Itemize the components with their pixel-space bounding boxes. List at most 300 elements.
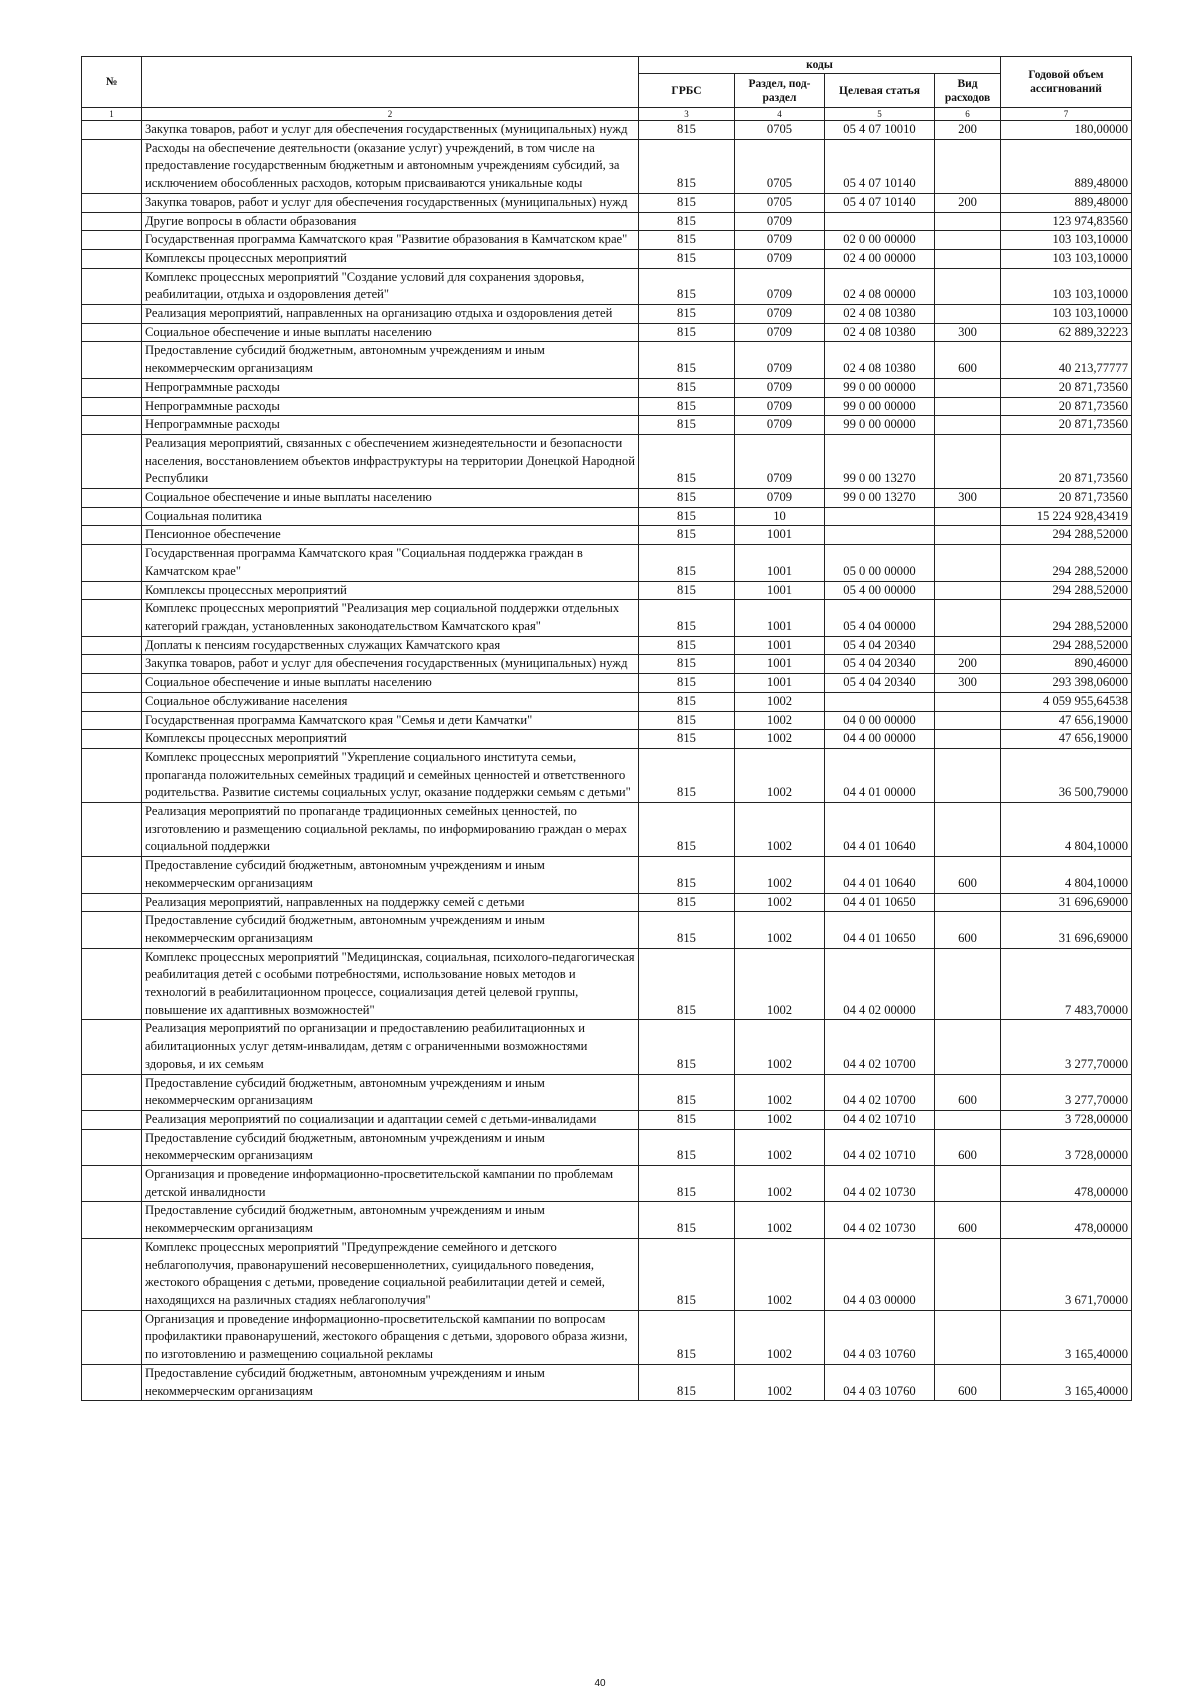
- header-annual-volume: Годовой объем ассигнований: [1001, 57, 1132, 108]
- row-target-article-cell: 04 4 03 00000: [825, 1238, 935, 1310]
- row-name-cell: Закупка товаров, работ и услуг для обеспечения государственных (муниципальных) нужд: [142, 655, 639, 674]
- row-grbs-cell: 815: [639, 231, 735, 250]
- table-row: [82, 212, 1132, 231]
- row-razdel-cell: 0705: [735, 139, 825, 193]
- row-number-cell: [82, 1074, 142, 1110]
- row-number-cell: [82, 489, 142, 508]
- column-index: 7: [1001, 108, 1132, 121]
- row-expense-type-cell: 200: [935, 121, 1001, 140]
- row-expense-type-cell: 600: [935, 857, 1001, 893]
- table-row: [82, 1364, 1132, 1400]
- row-name-cell: Непрограммные расходы: [142, 416, 639, 435]
- row-expense-type-cell: [935, 249, 1001, 268]
- row-expense-type-cell: 600: [935, 1129, 1001, 1165]
- row-name-cell: Предоставление субсидий бюджетным, автономным учреждениям и иным некоммерческим организациям: [142, 1074, 639, 1110]
- row-expense-type-cell: [935, 268, 1001, 304]
- row-expense-type-cell: 600: [935, 912, 1001, 948]
- row-amount-cell: 103 103,10000: [1001, 231, 1132, 250]
- row-amount-cell: 40 213,77777: [1001, 342, 1132, 378]
- table-row: [82, 674, 1132, 693]
- row-expense-type-cell: [935, 636, 1001, 655]
- table-row: [82, 1129, 1132, 1165]
- row-number-cell: [82, 268, 142, 304]
- table-row: [82, 249, 1132, 268]
- row-expense-type-cell: 600: [935, 1202, 1001, 1238]
- row-grbs-cell: 815: [639, 674, 735, 693]
- row-grbs-cell: 815: [639, 1074, 735, 1110]
- row-expense-type-cell: [935, 893, 1001, 912]
- row-number-cell: [82, 692, 142, 711]
- row-number-cell: [82, 655, 142, 674]
- row-number-cell: [82, 526, 142, 545]
- row-target-article-cell: 04 4 01 10640: [825, 857, 935, 893]
- row-amount-cell: 31 696,69000: [1001, 893, 1132, 912]
- row-razdel-cell: 1002: [735, 1129, 825, 1165]
- row-razdel-cell: 1002: [735, 1074, 825, 1110]
- row-amount-cell: 3 728,00000: [1001, 1129, 1132, 1165]
- row-expense-type-cell: [935, 711, 1001, 730]
- row-amount-cell: 103 103,10000: [1001, 305, 1132, 324]
- table-row: [82, 912, 1132, 948]
- row-name-cell: Государственная программа Камчатского края "Семья и дети Камчатки": [142, 711, 639, 730]
- table-row: [82, 545, 1132, 581]
- row-expense-type-cell: [935, 305, 1001, 324]
- table-row: [82, 526, 1132, 545]
- table-row: [82, 730, 1132, 749]
- row-target-article-cell: 04 4 02 10700: [825, 1020, 935, 1074]
- row-grbs-cell: 815: [639, 489, 735, 508]
- row-razdel-cell: 1002: [735, 1110, 825, 1129]
- row-expense-type-cell: 200: [935, 655, 1001, 674]
- row-razdel-cell: 1002: [735, 803, 825, 857]
- header-number: №: [82, 57, 142, 108]
- row-grbs-cell: 815: [639, 526, 735, 545]
- row-expense-type-cell: [935, 600, 1001, 636]
- row-amount-cell: 889,48000: [1001, 139, 1132, 193]
- row-razdel-cell: 0709: [735, 434, 825, 488]
- row-amount-cell: 3 165,40000: [1001, 1310, 1132, 1364]
- row-number-cell: [82, 636, 142, 655]
- row-name-cell: Непрограммные расходы: [142, 397, 639, 416]
- table-row: [82, 139, 1132, 193]
- row-amount-cell: 36 500,79000: [1001, 748, 1132, 802]
- row-razdel-cell: 1002: [735, 1202, 825, 1238]
- row-target-article-cell: 05 4 07 10140: [825, 193, 935, 212]
- row-number-cell: [82, 1202, 142, 1238]
- row-razdel-cell: 1002: [735, 912, 825, 948]
- row-expense-type-cell: [935, 803, 1001, 857]
- row-target-article-cell: 04 4 02 00000: [825, 948, 935, 1020]
- row-target-article-cell: 04 4 02 10700: [825, 1074, 935, 1110]
- row-target-article-cell: 04 4 01 00000: [825, 748, 935, 802]
- table-row: [82, 231, 1132, 250]
- row-number-cell: [82, 416, 142, 435]
- row-target-article-cell: 04 0 00 00000: [825, 711, 935, 730]
- budget-table: [81, 56, 1132, 1401]
- row-expense-type-cell: [935, 526, 1001, 545]
- row-target-article-cell: 04 4 00 00000: [825, 730, 935, 749]
- row-expense-type-cell: [935, 581, 1001, 600]
- row-amount-cell: 294 288,52000: [1001, 545, 1132, 581]
- row-target-article-cell: 02 4 08 00000: [825, 268, 935, 304]
- row-amount-cell: 20 871,73560: [1001, 378, 1132, 397]
- row-name-cell: Расходы на обеспечение деятельности (оказание услуг) учреждений, в том числе на предоставление государственным бюджетным и автономным учреждениям субсидий, за исключением обособленных расходов, которым присваиваются уникальные коды: [142, 139, 639, 193]
- row-number-cell: [82, 674, 142, 693]
- row-grbs-cell: 815: [639, 655, 735, 674]
- row-amount-cell: 7 483,70000: [1001, 948, 1132, 1020]
- row-number-cell: [82, 1364, 142, 1400]
- row-amount-cell: 123 974,83560: [1001, 212, 1132, 231]
- row-number-cell: [82, 1110, 142, 1129]
- row-razdel-cell: 1002: [735, 1166, 825, 1202]
- row-name-cell: Комплекс процессных мероприятий "Укрепление социального института семьи, пропаганда положительных семейных традиций и семейных ценностей и ответственного родительства. Развитие системы социальных услуг, оказание поддержки семьям с детьми": [142, 748, 639, 802]
- row-target-article-cell: 05 0 00 00000: [825, 545, 935, 581]
- table-row: [82, 748, 1132, 802]
- row-target-article-cell: 99 0 00 13270: [825, 489, 935, 508]
- row-target-article-cell: 05 4 07 10140: [825, 139, 935, 193]
- header-row-top: [82, 57, 1132, 74]
- row-target-article-cell: 04 4 03 10760: [825, 1310, 935, 1364]
- row-target-article-cell: 99 0 00 00000: [825, 378, 935, 397]
- row-grbs-cell: 815: [639, 1202, 735, 1238]
- row-name-cell: Социальное обеспечение и иные выплаты населению: [142, 674, 639, 693]
- row-razdel-cell: 0709: [735, 397, 825, 416]
- row-amount-cell: 180,00000: [1001, 121, 1132, 140]
- row-amount-cell: 47 656,19000: [1001, 711, 1132, 730]
- row-amount-cell: 3 277,70000: [1001, 1020, 1132, 1074]
- row-name-cell: Государственная программа Камчатского края "Социальная поддержка граждан в Камчатском крае": [142, 545, 639, 581]
- row-razdel-cell: 0709: [735, 212, 825, 231]
- row-target-article-cell: 05 4 07 10010: [825, 121, 935, 140]
- row-name-cell: Предоставление субсидий бюджетным, автономным учреждениям и иным некоммерческим организациям: [142, 912, 639, 948]
- table-row: [82, 434, 1132, 488]
- row-number-cell: [82, 581, 142, 600]
- row-name-cell: Государственная программа Камчатского края "Развитие образования в Камчатском крае": [142, 231, 639, 250]
- row-name-cell: Предоставление субсидий бюджетным, автономным учреждениям и иным некоммерческим организациям: [142, 857, 639, 893]
- row-target-article-cell: 02 0 00 00000: [825, 231, 935, 250]
- row-amount-cell: 890,46000: [1001, 655, 1132, 674]
- row-grbs-cell: 815: [639, 711, 735, 730]
- table-row: [82, 803, 1132, 857]
- row-expense-type-cell: [935, 378, 1001, 397]
- table-row: [82, 193, 1132, 212]
- row-grbs-cell: 815: [639, 1129, 735, 1165]
- row-amount-cell: 3 277,70000: [1001, 1074, 1132, 1110]
- row-razdel-cell: 0709: [735, 231, 825, 250]
- row-amount-cell: 62 889,32223: [1001, 323, 1132, 342]
- row-name-cell: Другие вопросы в области образования: [142, 212, 639, 231]
- budget-table-sheet: [81, 56, 1131, 1401]
- table-row: [82, 342, 1132, 378]
- row-expense-type-cell: [935, 397, 1001, 416]
- row-grbs-cell: 815: [639, 323, 735, 342]
- row-razdel-cell: 1001: [735, 581, 825, 600]
- row-amount-cell: 4 059 955,64538: [1001, 692, 1132, 711]
- row-razdel-cell: 1001: [735, 674, 825, 693]
- row-razdel-cell: 0705: [735, 193, 825, 212]
- row-grbs-cell: 815: [639, 893, 735, 912]
- row-razdel-cell: 1001: [735, 636, 825, 655]
- row-target-article-cell: 04 4 02 10710: [825, 1110, 935, 1129]
- row-target-article-cell: 02 4 00 00000: [825, 249, 935, 268]
- column-index: 4: [735, 108, 825, 121]
- row-number-cell: [82, 730, 142, 749]
- row-target-article-cell: 04 4 01 10650: [825, 893, 935, 912]
- row-expense-type-cell: [935, 730, 1001, 749]
- table-row: [82, 416, 1132, 435]
- row-name-cell: Реализация мероприятий по социализации и адаптации семей с детьми-инвалидами: [142, 1110, 639, 1129]
- row-target-article-cell: 02 4 08 10380: [825, 305, 935, 324]
- row-expense-type-cell: [935, 212, 1001, 231]
- row-name-cell: Комплекс процессных мероприятий "Реализация мер социальной поддержки отдельных категорий граждан, установленных законодательством Камчатского края": [142, 600, 639, 636]
- row-name-cell: Комплекс процессных мероприятий "Медицинская, социальная, психолого-педагогическая реабилитация детей с особыми потребностями, использование новых методов и технологий в реабилитационном процессе, социализация детей целевой группы, повышение их адаптивных возможностей": [142, 948, 639, 1020]
- row-name-cell: Предоставление субсидий бюджетным, автономным учреждениям и иным некоммерческим организациям: [142, 342, 639, 378]
- row-expense-type-cell: 300: [935, 674, 1001, 693]
- row-razdel-cell: 1002: [735, 893, 825, 912]
- row-number-cell: [82, 342, 142, 378]
- row-expense-type-cell: [935, 231, 1001, 250]
- table-row: [82, 397, 1132, 416]
- row-target-article-cell: 99 0 00 00000: [825, 416, 935, 435]
- table-body: [82, 121, 1132, 1401]
- row-amount-cell: 20 871,73560: [1001, 397, 1132, 416]
- row-amount-cell: 3 671,70000: [1001, 1238, 1132, 1310]
- table-row: [82, 692, 1132, 711]
- row-expense-type-cell: [935, 416, 1001, 435]
- header-expense-type: Вид расходов: [935, 74, 1001, 108]
- row-razdel-cell: 10: [735, 507, 825, 526]
- row-grbs-cell: 815: [639, 636, 735, 655]
- row-target-article-cell: 05 4 00 00000: [825, 581, 935, 600]
- table-row: [82, 1110, 1132, 1129]
- row-number-cell: [82, 748, 142, 802]
- page-number: 40: [594, 1678, 606, 1689]
- table-row: [82, 507, 1132, 526]
- row-target-article-cell: 04 4 02 10730: [825, 1202, 935, 1238]
- row-razdel-cell: 0709: [735, 489, 825, 508]
- row-grbs-cell: 815: [639, 305, 735, 324]
- table-row: [82, 268, 1132, 304]
- row-target-article-cell: 04 4 03 10760: [825, 1364, 935, 1400]
- row-target-article-cell: 04 4 02 10710: [825, 1129, 935, 1165]
- row-target-article-cell: [825, 507, 935, 526]
- row-razdel-cell: 0709: [735, 305, 825, 324]
- column-index-row: [82, 108, 1132, 121]
- table-row: [82, 378, 1132, 397]
- table-row: [82, 1020, 1132, 1074]
- row-name-cell: Комплексы процессных мероприятий: [142, 730, 639, 749]
- row-expense-type-cell: [935, 1238, 1001, 1310]
- row-target-article-cell: 05 4 04 20340: [825, 655, 935, 674]
- table-row: [82, 1166, 1132, 1202]
- row-target-article-cell: 04 4 01 10640: [825, 803, 935, 857]
- row-grbs-cell: 815: [639, 1110, 735, 1129]
- row-name-cell: Реализация мероприятий по пропаганде традиционных семейных ценностей, по изготовлению и размещению социальной рекламы, по информированию граждан о мерах социальной поддержки: [142, 803, 639, 857]
- row-expense-type-cell: [935, 1310, 1001, 1364]
- row-expense-type-cell: 600: [935, 342, 1001, 378]
- row-razdel-cell: 1002: [735, 1020, 825, 1074]
- table-row: [82, 1310, 1132, 1364]
- row-razdel-cell: 0709: [735, 323, 825, 342]
- row-expense-type-cell: [935, 1166, 1001, 1202]
- row-target-article-cell: [825, 526, 935, 545]
- row-razdel-cell: 0709: [735, 378, 825, 397]
- row-amount-cell: 20 871,73560: [1001, 434, 1132, 488]
- row-number-cell: [82, 434, 142, 488]
- row-grbs-cell: 815: [639, 948, 735, 1020]
- row-expense-type-cell: [935, 748, 1001, 802]
- row-expense-type-cell: 300: [935, 489, 1001, 508]
- row-razdel-cell: 1001: [735, 545, 825, 581]
- row-grbs-cell: 815: [639, 1238, 735, 1310]
- row-name-cell: Реализация мероприятий по организации и предоставлению реабилитационных и абилитационных услуг детям-инвалидам, детям с ограниченными возможностями здоровья, и их семьям: [142, 1020, 639, 1074]
- row-amount-cell: 4 804,10000: [1001, 857, 1132, 893]
- row-target-article-cell: 99 0 00 00000: [825, 397, 935, 416]
- row-expense-type-cell: [935, 139, 1001, 193]
- row-razdel-cell: 1001: [735, 655, 825, 674]
- column-index: 3: [639, 108, 735, 121]
- table-row: [82, 323, 1132, 342]
- row-grbs-cell: 815: [639, 268, 735, 304]
- row-grbs-cell: 815: [639, 249, 735, 268]
- row-number-cell: [82, 249, 142, 268]
- row-number-cell: [82, 231, 142, 250]
- row-amount-cell: 20 871,73560: [1001, 416, 1132, 435]
- row-name-cell: Реализация мероприятий, направленных на организацию отдыха и оздоровления детей: [142, 305, 639, 324]
- row-name-cell: Комплекс процессных мероприятий "Создание условий для сохранения здоровья, реабилитации, отдыха и оздоровления детей": [142, 268, 639, 304]
- table-row: [82, 655, 1132, 674]
- row-expense-type-cell: 300: [935, 323, 1001, 342]
- row-name-cell: Предоставление субсидий бюджетным, автономным учреждениям и иным некоммерческим организациям: [142, 1364, 639, 1400]
- row-grbs-cell: 815: [639, 507, 735, 526]
- row-target-article-cell: 02 4 08 10380: [825, 323, 935, 342]
- row-number-cell: [82, 1129, 142, 1165]
- row-target-article-cell: 05 4 04 20340: [825, 636, 935, 655]
- row-expense-type-cell: [935, 545, 1001, 581]
- table-row: [82, 1202, 1132, 1238]
- row-name-cell: Непрограммные расходы: [142, 378, 639, 397]
- row-grbs-cell: 815: [639, 434, 735, 488]
- table-row: [82, 1074, 1132, 1110]
- row-amount-cell: 20 871,73560: [1001, 489, 1132, 508]
- row-amount-cell: 103 103,10000: [1001, 249, 1132, 268]
- column-index: 2: [142, 108, 639, 121]
- column-index: 1: [82, 108, 142, 121]
- row-name-cell: Пенсионное обеспечение: [142, 526, 639, 545]
- row-target-article-cell: 99 0 00 13270: [825, 434, 935, 488]
- row-name-cell: Комплекс процессных мероприятий "Предупреждение семейного и детского неблагополучия, правонарушений несовершеннолетних, суицидального поведения, жестокого обращения с детьми, проведение социальной реабилитации детей и семей, находящихся на различных стадиях неблагополучия": [142, 1238, 639, 1310]
- row-amount-cell: 4 804,10000: [1001, 803, 1132, 857]
- row-amount-cell: 294 288,52000: [1001, 526, 1132, 545]
- row-amount-cell: 47 656,19000: [1001, 730, 1132, 749]
- row-amount-cell: 478,00000: [1001, 1166, 1132, 1202]
- row-razdel-cell: 1002: [735, 857, 825, 893]
- row-name-cell: Комплексы процессных мероприятий: [142, 249, 639, 268]
- row-number-cell: [82, 1166, 142, 1202]
- row-number-cell: [82, 803, 142, 857]
- row-grbs-cell: 815: [639, 1166, 735, 1202]
- table-row: [82, 893, 1132, 912]
- column-index: 6: [935, 108, 1001, 121]
- row-razdel-cell: 1002: [735, 1310, 825, 1364]
- row-expense-type-cell: 200: [935, 193, 1001, 212]
- row-target-article-cell: 04 4 01 10650: [825, 912, 935, 948]
- row-razdel-cell: 1002: [735, 948, 825, 1020]
- row-amount-cell: 15 224 928,43419: [1001, 507, 1132, 526]
- row-razdel-cell: 1002: [735, 711, 825, 730]
- row-grbs-cell: 815: [639, 378, 735, 397]
- table-row: [82, 600, 1132, 636]
- row-target-article-cell: 05 4 04 20340: [825, 674, 935, 693]
- row-grbs-cell: 815: [639, 857, 735, 893]
- row-number-cell: [82, 1020, 142, 1074]
- row-name-cell: Закупка товаров, работ и услуг для обеспечения государственных (муниципальных) нужд: [142, 193, 639, 212]
- row-target-article-cell: [825, 692, 935, 711]
- row-number-cell: [82, 397, 142, 416]
- column-index: 5: [825, 108, 935, 121]
- row-number-cell: [82, 323, 142, 342]
- row-grbs-cell: 815: [639, 600, 735, 636]
- row-expense-type-cell: 600: [935, 1074, 1001, 1110]
- table-row: [82, 581, 1132, 600]
- row-grbs-cell: 815: [639, 416, 735, 435]
- row-razdel-cell: 1002: [735, 692, 825, 711]
- row-expense-type-cell: [935, 692, 1001, 711]
- row-number-cell: [82, 378, 142, 397]
- row-target-article-cell: 02 4 08 10380: [825, 342, 935, 378]
- row-name-cell: Социальное обслуживание населения: [142, 692, 639, 711]
- row-name-cell: Социальное обеспечение и иные выплаты населению: [142, 489, 639, 508]
- table-row: [82, 121, 1132, 140]
- row-razdel-cell: 0709: [735, 249, 825, 268]
- row-number-cell: [82, 305, 142, 324]
- row-target-article-cell: 05 4 04 00000: [825, 600, 935, 636]
- row-name-cell: Закупка товаров, работ и услуг для обеспечения государственных (муниципальных) нужд: [142, 121, 639, 140]
- row-number-cell: [82, 1310, 142, 1364]
- row-amount-cell: 478,00000: [1001, 1202, 1132, 1238]
- row-expense-type-cell: [935, 1110, 1001, 1129]
- row-number-cell: [82, 600, 142, 636]
- row-name-cell: Комплексы процессных мероприятий: [142, 581, 639, 600]
- row-grbs-cell: 815: [639, 212, 735, 231]
- row-razdel-cell: 0709: [735, 268, 825, 304]
- header-razdel: Раздел, под-раздел: [735, 74, 825, 108]
- row-number-cell: [82, 948, 142, 1020]
- row-number-cell: [82, 912, 142, 948]
- row-number-cell: [82, 212, 142, 231]
- row-grbs-cell: 815: [639, 1020, 735, 1074]
- row-number-cell: [82, 193, 142, 212]
- row-grbs-cell: 815: [639, 692, 735, 711]
- row-amount-cell: 103 103,10000: [1001, 268, 1132, 304]
- row-number-cell: [82, 857, 142, 893]
- row-number-cell: [82, 711, 142, 730]
- row-razdel-cell: 1001: [735, 526, 825, 545]
- row-target-article-cell: [825, 212, 935, 231]
- row-name-cell: Реализация мероприятий, направленных на поддержку семей с детьми: [142, 893, 639, 912]
- row-name-cell: Организация и проведение информационно-просветительской кампании по вопросам профилактики правонарушений, жестокого обращения с детьми, здорового образа жизни, по изготовлению и размещению социальной рекламы: [142, 1310, 639, 1364]
- row-amount-cell: 889,48000: [1001, 193, 1132, 212]
- row-grbs-cell: 815: [639, 139, 735, 193]
- row-number-cell: [82, 545, 142, 581]
- row-amount-cell: 31 696,69000: [1001, 912, 1132, 948]
- table-row: [82, 1238, 1132, 1310]
- row-amount-cell: 294 288,52000: [1001, 581, 1132, 600]
- row-expense-type-cell: [935, 434, 1001, 488]
- row-grbs-cell: 815: [639, 545, 735, 581]
- row-razdel-cell: 1002: [735, 1238, 825, 1310]
- row-grbs-cell: 815: [639, 397, 735, 416]
